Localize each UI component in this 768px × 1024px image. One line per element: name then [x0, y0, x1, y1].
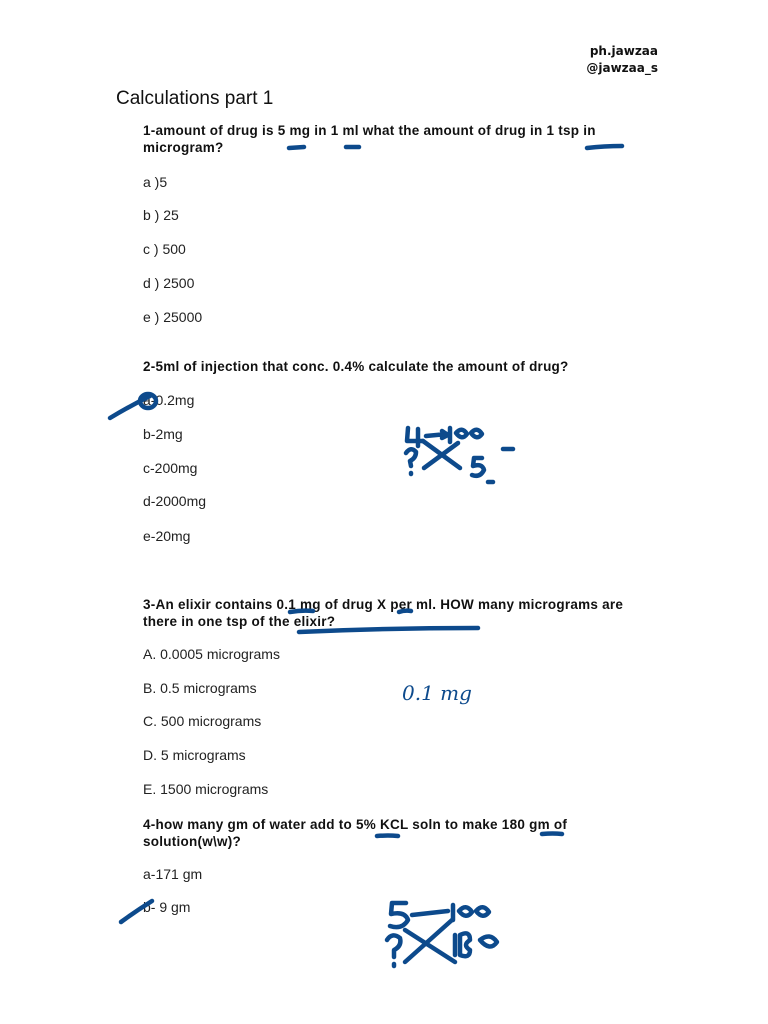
q4-option-a: a-171 gm — [143, 866, 203, 882]
ink-digit-4 — [407, 428, 423, 446]
ink-note-q3 — [402, 681, 472, 705]
q2-option-e: e-20mg — [143, 528, 191, 544]
ink-cross-q2 — [423, 441, 460, 468]
ink-question-mark — [406, 449, 416, 474]
question-2: 2-5ml of injection that conc. 0.4% calculate the amount of drug? — [143, 359, 569, 374]
q3-option-c: C. 500 micrograms — [143, 713, 262, 729]
q2-option-c: c-200mg — [143, 460, 198, 476]
ink-digit-100-q4 — [453, 905, 489, 920]
ink-cross-q4 — [405, 920, 455, 962]
ink-note-q3-text: 0.1 mg — [402, 681, 472, 705]
q3-option-a: A. 0.0005 micrograms — [143, 646, 280, 662]
ink-digit-5-q4 — [390, 903, 408, 927]
q2-option-d: d-2000mg — [143, 493, 207, 509]
ink-digit-5-q2 — [472, 458, 484, 476]
question-4: 4-how many gm of water add to 5% KCL soln to make 180 gm of solution(w\w)? — [143, 817, 568, 849]
q1-option-a: a )5 — [143, 174, 168, 190]
q3-option-d: D. 5 micrograms — [143, 747, 246, 763]
q1-option-b: b ) 25 — [143, 207, 179, 223]
ink-arrow-q2 — [426, 431, 448, 438]
ink-question-mark-q4 — [387, 935, 400, 966]
q1-option-d: d ) 2500 — [143, 275, 195, 291]
ink-digit-180 — [455, 933, 497, 956]
author-name: ph.jawzaa — [589, 44, 658, 58]
page-title: Calculations part 1 — [116, 88, 274, 109]
q2-option-a: a-0.2mg — [143, 392, 195, 408]
question-1: 1-amount of drug is 5 mg in 1 ml what the amount of drug in 1 tsp in microgram? — [143, 123, 596, 155]
q2-option-b: b-2mg — [143, 426, 183, 442]
ink-digit-100 — [450, 428, 482, 442]
q4-option-b: b- 9 gm — [143, 899, 191, 915]
q1-option-e: e ) 25000 — [143, 309, 203, 325]
q3-option-b: B. 0.5 micrograms — [143, 680, 257, 696]
author-handle: @jawzaa_s — [586, 61, 658, 75]
q3-option-e: E. 1500 micrograms — [143, 781, 269, 797]
ink-arrow-q4 — [412, 911, 448, 915]
q1-option-c: c ) 500 — [143, 241, 186, 257]
question-3: 3-An elixir contains 0.1 mg of drug X per ml. HOW many micrograms are there in one tsp of the elixir? — [143, 597, 624, 629]
